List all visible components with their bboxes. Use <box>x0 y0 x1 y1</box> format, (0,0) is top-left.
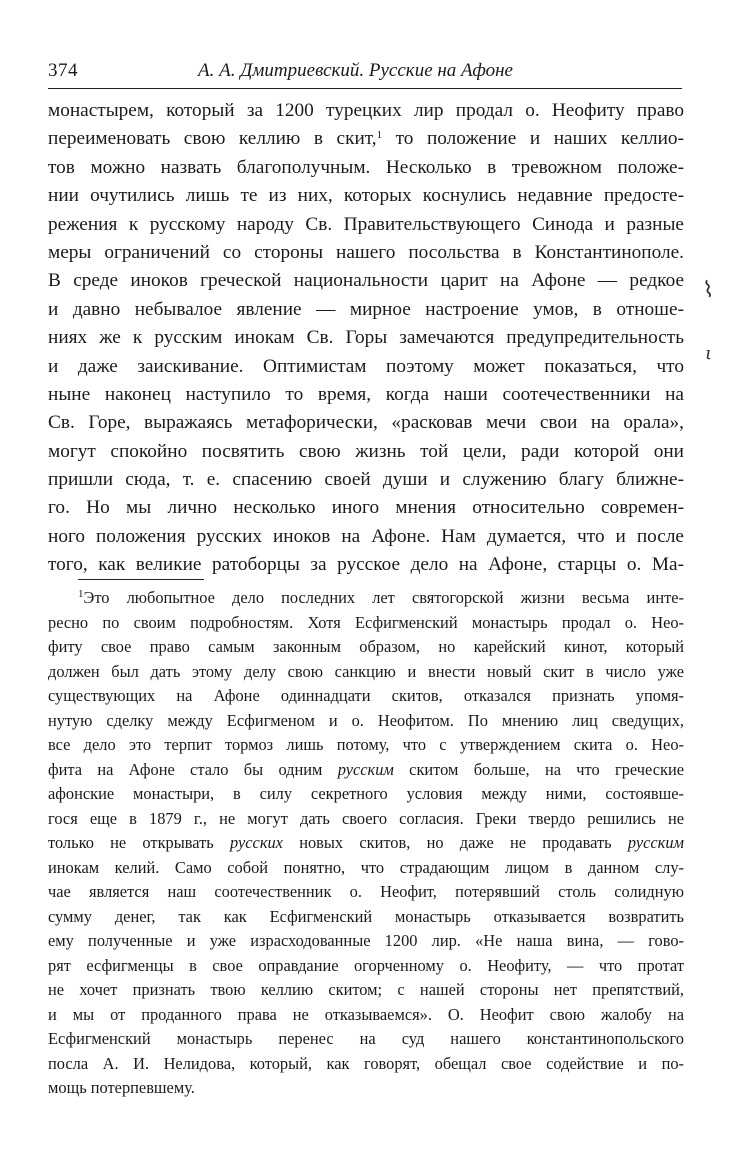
footnote-line: посла А. И. Нелидова, который, как говорят, обещал свое содействие и по- <box>48 1053 684 1073</box>
text-line: могут спокойно посвятить свою жизнь той цели, ради которой они <box>48 440 684 462</box>
footnote-divider <box>78 579 204 580</box>
footnote-line: Есфигменский монастырь перенес на суд нашего константинопольского <box>48 1029 684 1048</box>
footnote-line: существующих на Афоне одиннадцати скитов, отказался признать упомя- <box>48 686 684 705</box>
italic-fragment: русским <box>337 759 394 779</box>
footnote-line: нутую сделку между Есфигменом и о. Неофитом. По мнению лиц сведущих, <box>48 710 684 730</box>
text-line: меры ограничений со стороны нашего посольства в Константинополе. <box>48 241 684 263</box>
footnote-line: должен был дать этому делу свою санкцию и внести новый скит в число уже <box>48 661 684 681</box>
text-fragment: переименовать свою келлию в скит, <box>48 128 377 150</box>
footnote-line: и мы от проданного права не отказываемся». О. Неофит свою жалобу на <box>48 1004 684 1024</box>
text-line: пришли сюда, т. е. спасению своей души и служению благу ближне- <box>48 469 684 491</box>
text-line: ного положения русских иноков на Афоне. Нам думается, что и после <box>48 525 684 547</box>
footnote-block <box>48 586 684 1101</box>
text-line-with-footnote-ref <box>48 125 684 153</box>
footnote-line <box>48 586 684 611</box>
main-text-block <box>48 97 684 580</box>
text-fragment: Это любопытное дело последних лет святогорской жизни весьма инте- <box>83 588 684 607</box>
footnote-line: чае является наш соотечественник о. Неофит, потерявший столь солидную <box>48 882 684 901</box>
footnote-line: сумму денег, так как Есфигменский монастырь отказывается возвратить <box>48 906 684 926</box>
footnote-line: гося еще в 1879 г., не могут дать своего согласия. Греки твердо решились не <box>48 808 684 828</box>
text-fragment: скитом больше, на что греческие <box>393 759 684 779</box>
margin-pencil-mark: ⌇ <box>701 277 716 304</box>
footnote-line <box>48 831 684 856</box>
text-line: Св. Горе, выражаясь метафорически, «расковав мечи свои на орала», <box>48 412 684 434</box>
text-line: и даже заискивание. Оптимистам поэтому может показаться, что <box>48 355 684 377</box>
text-line: В среде иноков греческой национальности царит на Афоне — редкое <box>48 270 684 292</box>
text-line: нии очутились лишь те из них, которых коснулись недавние предосте- <box>48 185 684 207</box>
footnote-line <box>48 758 684 783</box>
footnote-line: все дело это терпит тормоз лишь потому, что с утверждением скита о. Нео- <box>48 735 684 754</box>
running-header <box>48 60 682 86</box>
footnote-line: ресно по своим подробностям. Хотя Есфигменский монастырь продал о. Нео- <box>48 612 684 632</box>
text-line: ниях же к русским инокам Св. Горы замечаются предупредительность <box>48 327 684 349</box>
footnote-line: рят есфигменцы в свое оправдание огорченному о. Неофиту, — что протат <box>48 955 684 975</box>
text-line: режения к русскому народу Св. Правительствующего Синода и разные <box>48 213 684 235</box>
text-fragment: фита на Афоне стало бы одним <box>48 759 323 779</box>
italic-fragment: русским <box>627 833 684 852</box>
text-line: ныне наконец наступило то время, когда наши соотечественники на <box>48 383 684 405</box>
running-head-title: А. А. Дмитриевский. Русские на Афоне <box>198 60 513 81</box>
text-line: тов можно назвать благополучным. Несколько в тревожном положе- <box>48 156 684 178</box>
text-line: монастырем, который за 1200 турецких лир продал о. Неофиту право <box>48 100 684 121</box>
text-fragment: то положение и наших келлио- <box>382 128 684 150</box>
text-line: того, как великие ратоборцы за русское дело на Афоне, старцы о. Ма- <box>48 554 684 576</box>
margin-pencil-mark: ι <box>705 343 713 364</box>
text-line: го. Но мы лично несколько иного мнения относительно современ- <box>48 497 684 519</box>
italic-fragment: русских <box>230 833 283 852</box>
footnote-line: мощь потерпевшему. <box>48 1078 195 1097</box>
text-fragment: только не открывать <box>48 833 214 852</box>
footnote-line: инокам келий. Само собой понятно, что страдающим лицом в данном слу- <box>48 857 684 877</box>
page-number: 374 <box>48 60 78 81</box>
text-fragment: новых скитов, но даже не продавать <box>282 833 628 852</box>
footnote-line: не хочет признать твою келлию скитом; с нашей стороны нет препятствий, <box>48 980 684 999</box>
footnote-marker: 1 <box>78 588 84 600</box>
footnote-line: фиту свое право самым законным образом, но карейский кинот, который <box>48 637 684 656</box>
footnote-reference[interactable]: 1 <box>376 129 383 142</box>
footnote-line: ему полученные и уже израсходованные 1200 лир. «Не наша вина, — гово- <box>48 931 684 950</box>
text-line: и давно небывалое явление — мирное настроение умов, в отноше- <box>48 298 684 320</box>
header-divider <box>48 88 682 89</box>
footnote-line: афонские монастыри, в силу секретного условия между ними, состоявше- <box>48 784 684 803</box>
